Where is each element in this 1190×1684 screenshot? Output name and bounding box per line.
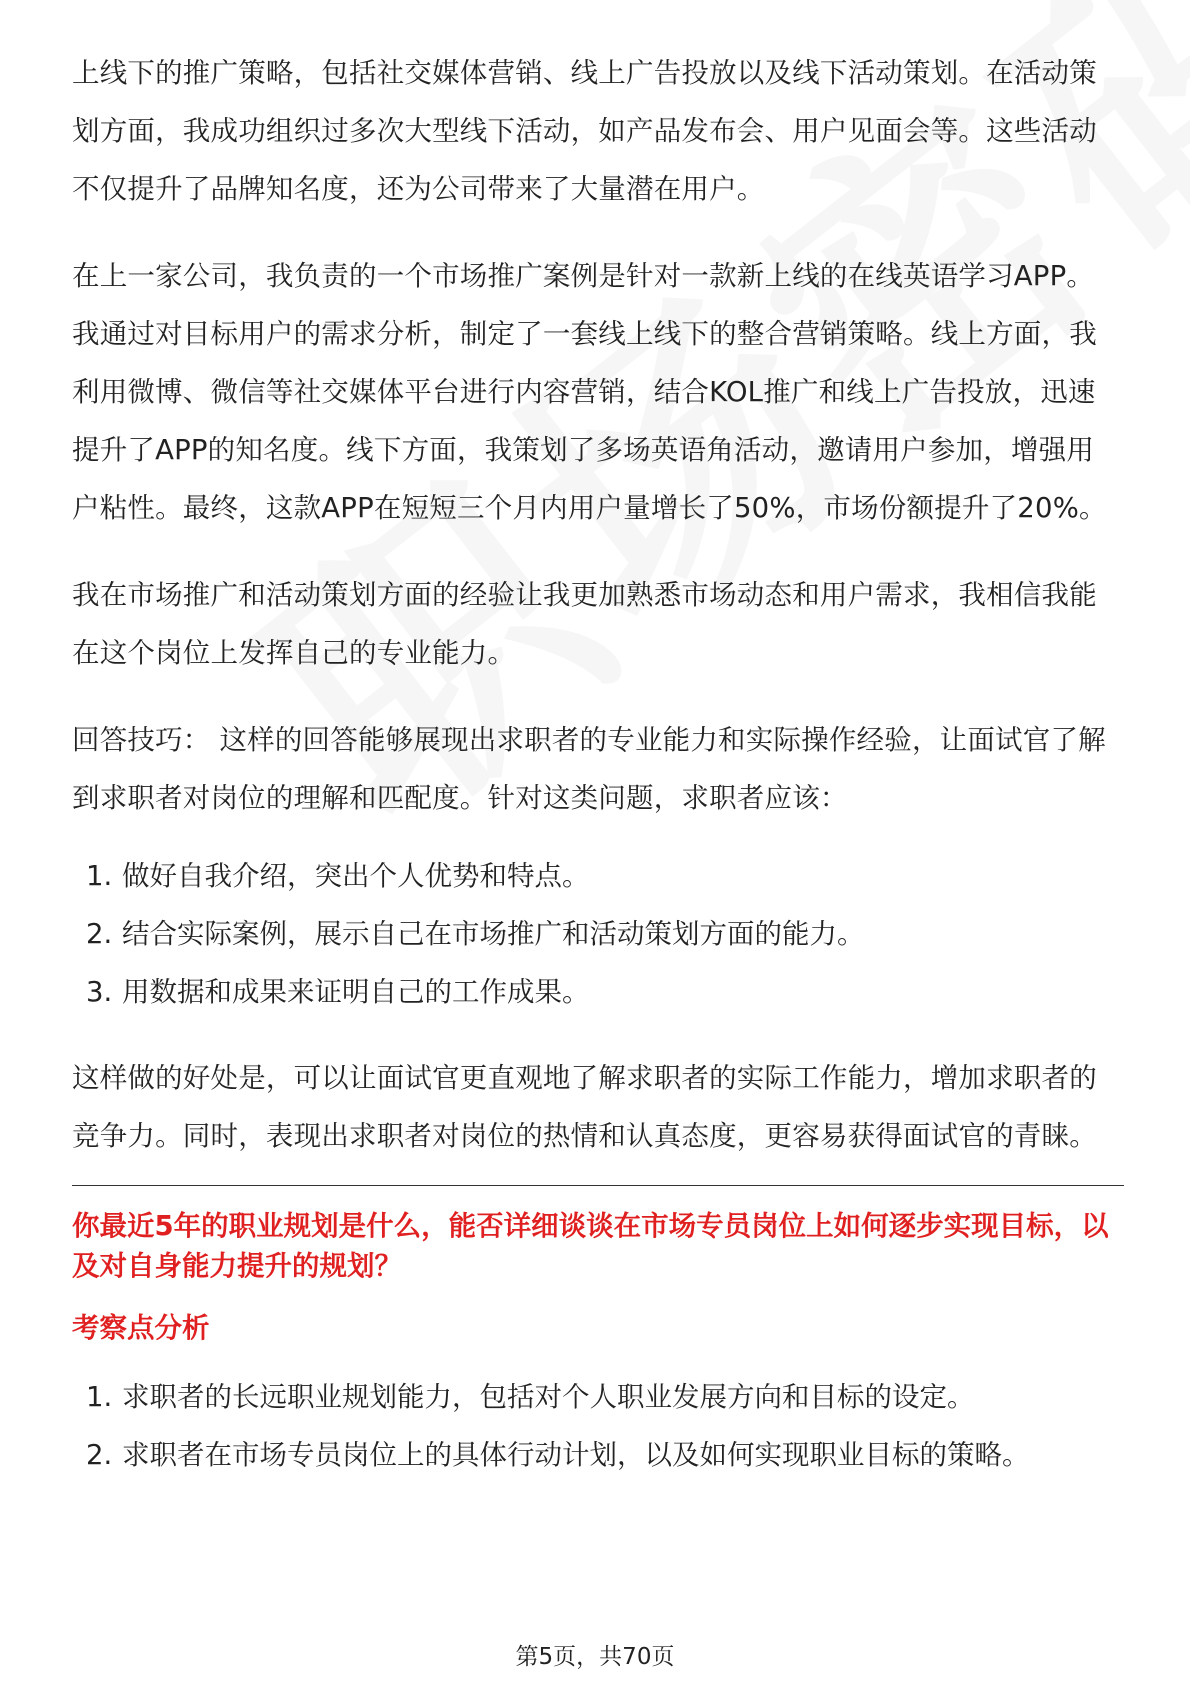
paragraph-strategy: 上线下的推广策略，包括社交媒体营销、线上广告投放以及线下活动策划。在活动策划方面，我成功组织过多次大型线下活动，如产品发布会、用户见面会等。这些活动不仅提升了品牌知名度，还为公司带来了大量潜在用户。 xyxy=(72,57,1097,205)
paragraph-experience: 我在市场推广和活动策划方面的经验让我更加熟悉市场动态和用户需求，我相信我能在这个岗位上发挥自己的专业能力。 xyxy=(72,579,1097,669)
tips-list xyxy=(72,847,1120,1021)
list-item xyxy=(72,847,1120,905)
paragraph-answer-tips: 回答技巧： 这样的回答能够展现出求职者的专业能力和实际操作经验，让面试官了解到求职者对岗位的理解和匹配度。针对这类问题，求职者应该： xyxy=(72,724,1106,814)
analysis-list xyxy=(72,1368,1120,1484)
list-item xyxy=(72,1426,1120,1484)
list-item-number: 1. xyxy=(86,860,113,892)
list-item-number: 3. xyxy=(86,976,113,1008)
list-item-text: 结合实际案例，展示自己在市场推广和活动策划方面的能力。 xyxy=(122,918,865,950)
document-body xyxy=(72,44,1120,1484)
paragraph-closing: 这样做的好处是，可以让面试官更直观地了解求职者的实际工作能力，增加求职者的竞争力。同时，表现出求职者对岗位的热情和认真态度，更容易获得面试官的青睐。 xyxy=(72,1062,1097,1152)
list-item-number: 1. xyxy=(86,1381,113,1413)
list-item xyxy=(72,1368,1120,1426)
section-divider xyxy=(72,1185,1124,1186)
list-item xyxy=(72,963,1120,1021)
list-item-text: 求职者的长远职业规划能力，包括对个人职业发展方向和目标的设定。 xyxy=(122,1381,975,1413)
list-item-number: 2. xyxy=(86,1439,113,1471)
list-item-text: 用数据和成果来证明自己的工作成果。 xyxy=(122,976,590,1008)
list-item xyxy=(72,905,1120,963)
page-footer: 第5页，共70页 xyxy=(515,1644,675,1670)
question-heading: 你最近5年的职业规划是什么，能否详细谈谈在市场专员岗位上如何逐步实现目标，以及对自身能力提升的规划？ xyxy=(72,1210,1109,1282)
list-item-text: 求职者在市场专员岗位上的具体行动计划，以及如何实现职业目标的策略。 xyxy=(122,1439,1030,1471)
paragraph-case-study: 在上一家公司，我负责的一个市场推广案例是针对一款新上线的在线英语学习APP。我通过对目标用户的需求分析，制定了一套线上线下的整合营销策略。线上方面，我利用微博、微信等社交媒体平台进行内容营销，结合KOL推广和线上广告投放，迅速提升了APP的知名度。线下方面，我策划了多场英语角活动，邀请用户参加，增强用户粘性。最终，这款APP在短短三个月内用户量增长了50%，市场份额提升了20%。 xyxy=(72,260,1107,524)
list-item-text: 做好自我介绍，突出个人优势和特点。 xyxy=(122,860,590,892)
analysis-title: 考察点分析 xyxy=(72,1312,210,1344)
list-item-number: 2. xyxy=(86,918,113,950)
